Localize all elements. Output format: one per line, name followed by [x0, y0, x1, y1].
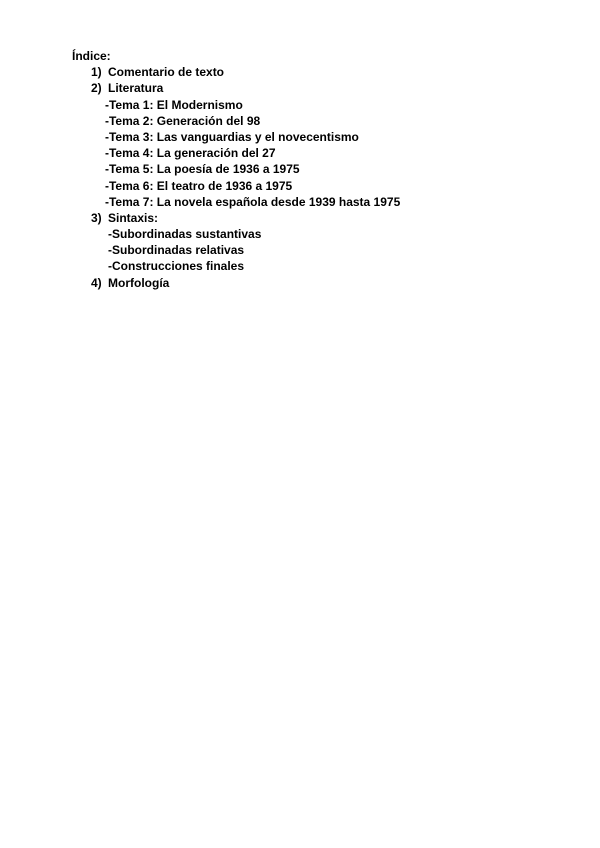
toc-item-morfologia: [91, 275, 400, 291]
toc-item-comentario: [91, 64, 400, 80]
toc-item-number: 2): [91, 81, 102, 96]
index-title: Índice:: [72, 49, 111, 63]
toc-subitem-tema-6: -Tema 6: El teatro de 1936 a 1975: [105, 178, 293, 193]
toc-subitem-tema-5: -Tema 5: La poesía de 1936 a 1975: [105, 162, 300, 177]
toc-item-label: Sintaxis:: [108, 210, 159, 225]
toc-item-label: Literatura: [108, 81, 164, 96]
table-of-contents: [72, 48, 400, 291]
toc-item-sintaxis: [91, 210, 400, 226]
toc-item-label: Morfología: [108, 275, 170, 290]
toc-item-number: 1): [91, 65, 102, 80]
toc-subitem-tema-4: -Tema 4: La generación del 27: [105, 146, 276, 161]
toc-subitem-relativas: -Subordinadas relativas: [108, 243, 245, 258]
toc-subitem-tema-3: -Tema 3: Las vanguardias y el novecentismo: [105, 129, 359, 144]
toc-subitem-tema-1: -Tema 1: El Modernismo: [105, 97, 243, 112]
toc-item-literatura: [91, 80, 400, 96]
toc-item-number: 4): [91, 275, 102, 290]
toc-subitem-sustantivas: -Subordinadas sustantivas: [108, 227, 262, 242]
toc-item-number: 3): [91, 210, 102, 225]
toc-item-label: Comentario de texto: [108, 65, 225, 80]
toc-subitem-tema-7: -Tema 7: La novela española desde 1939 hasta 1975: [105, 194, 401, 209]
toc-subitem-tema-2: -Tema 2: Generación del 98: [105, 113, 261, 128]
toc-subitem-finales: -Construcciones finales: [108, 259, 245, 274]
